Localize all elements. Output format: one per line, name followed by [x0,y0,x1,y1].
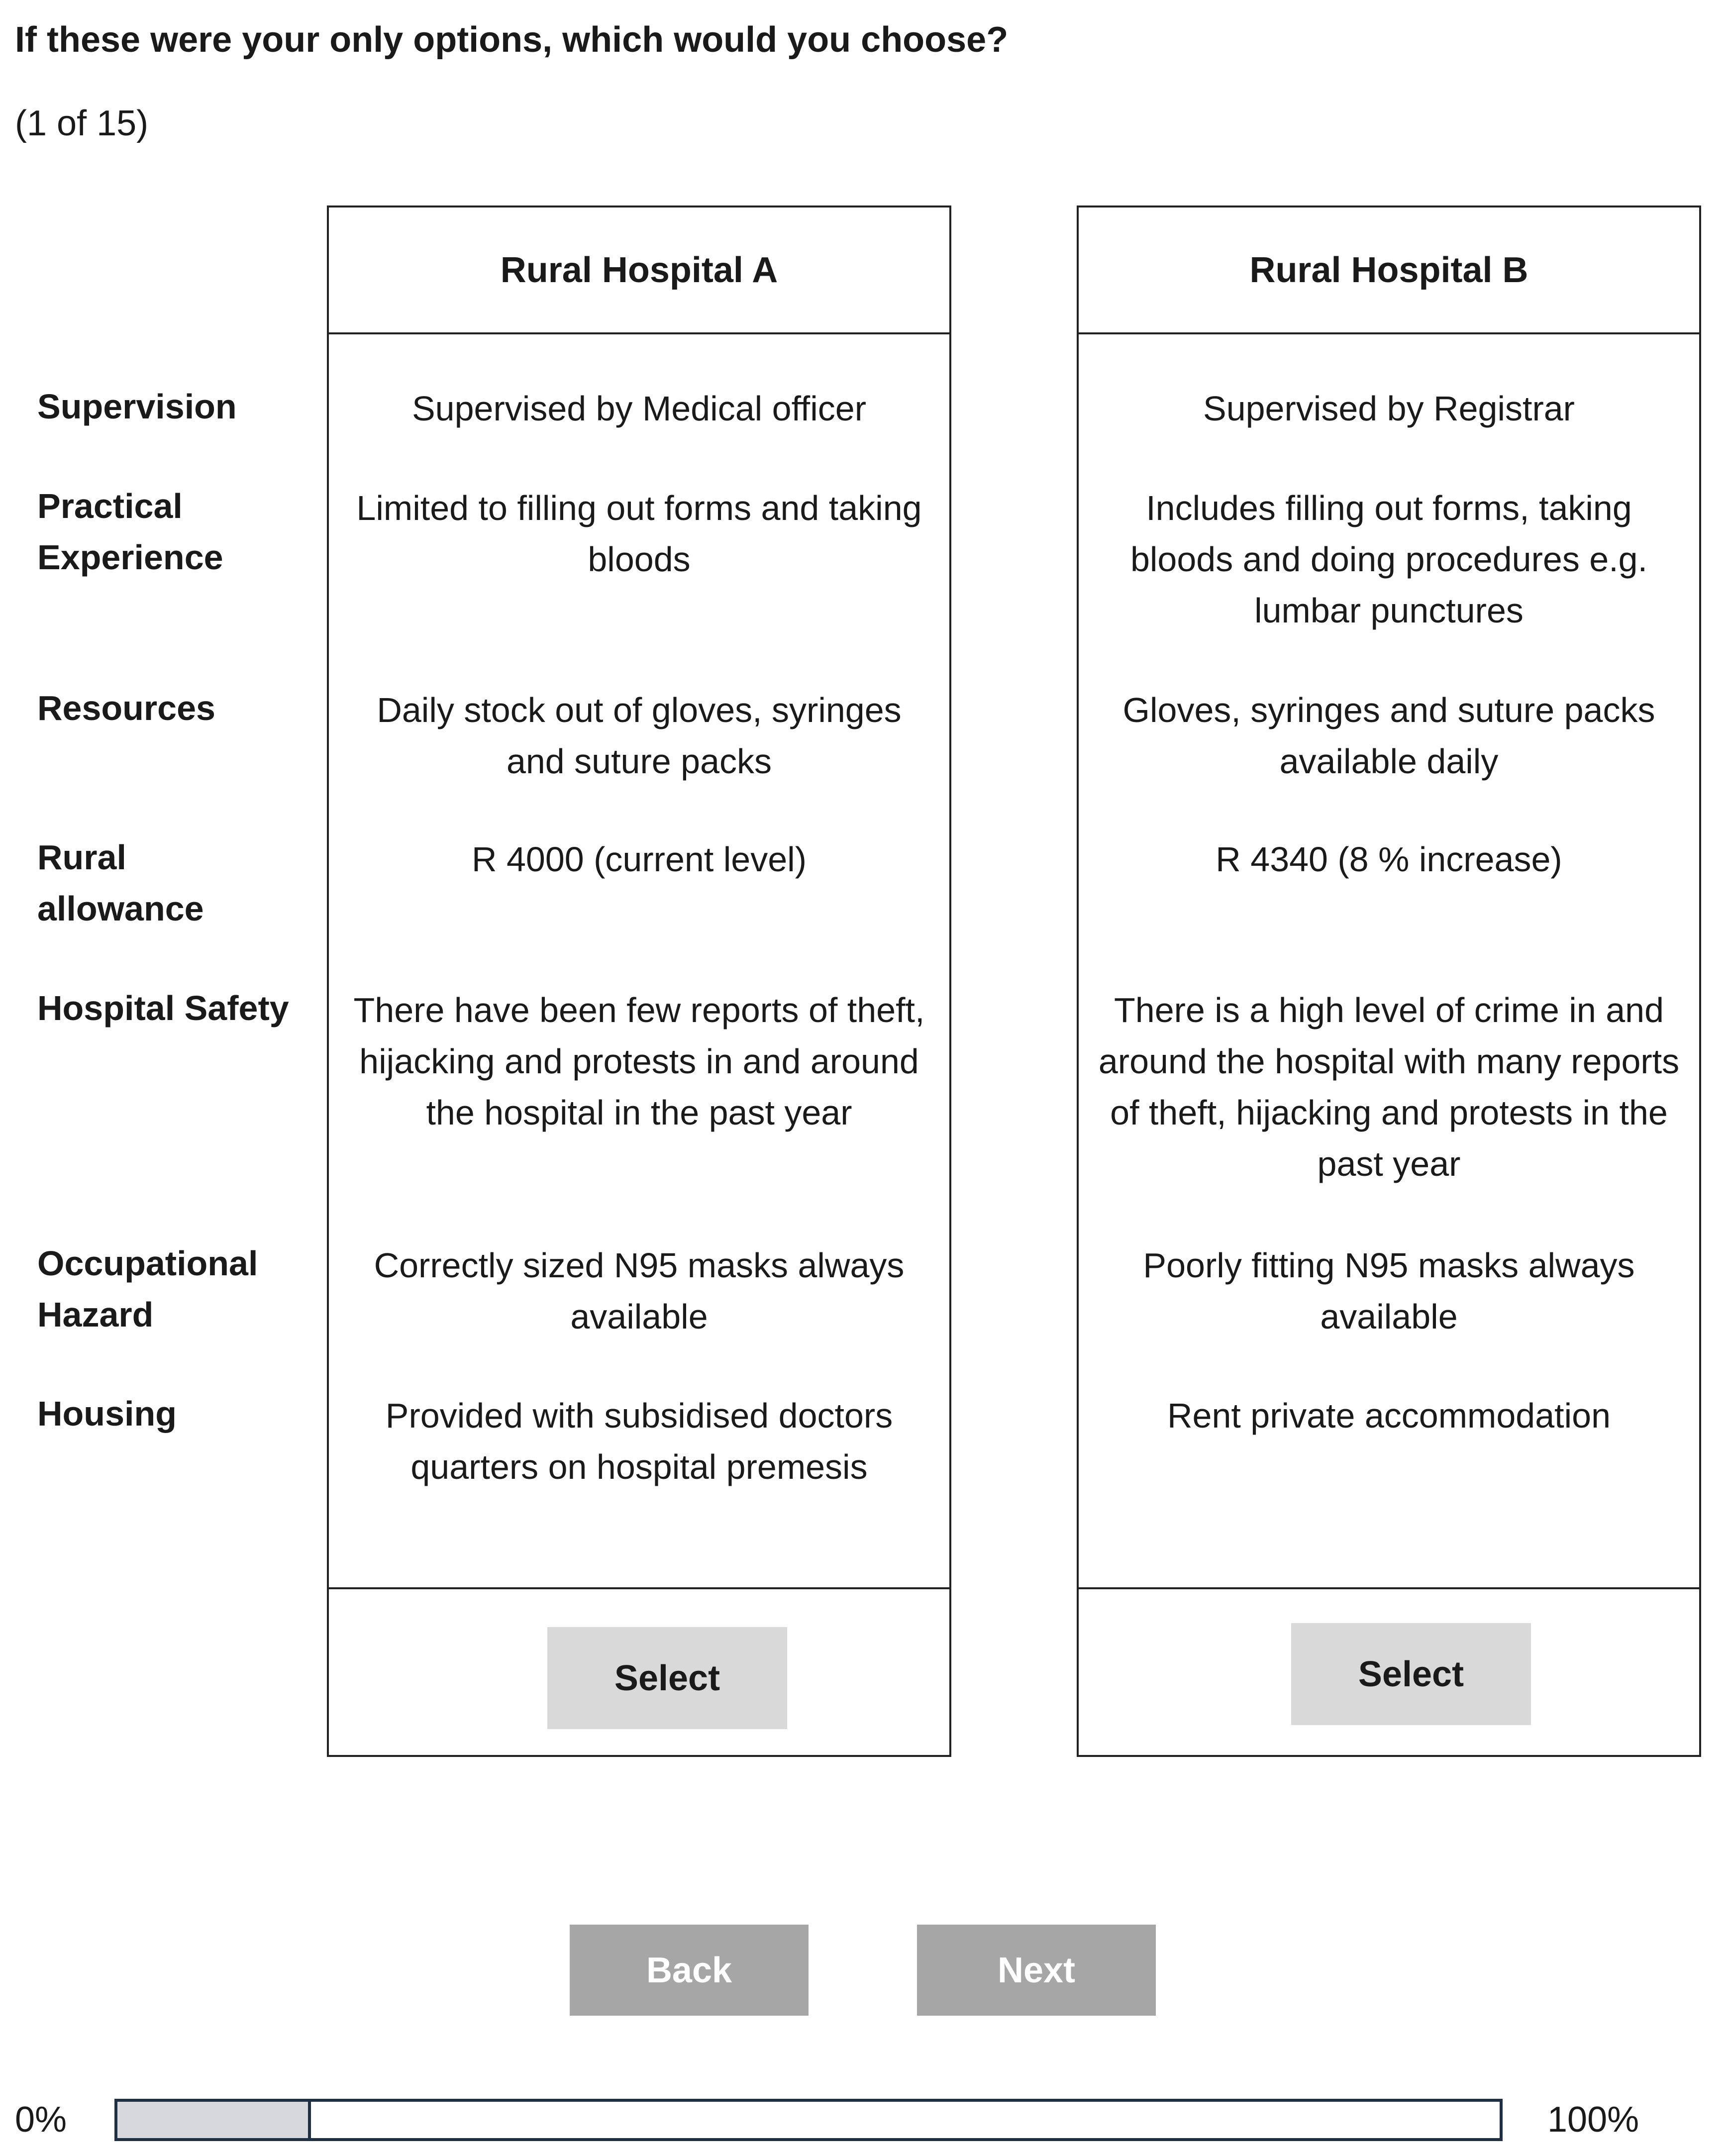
option-b-supervision: Supervised by Registrar [1203,389,1575,428]
option-b-occupational-hazard: Poorly fitting N95 masks always available [1143,1246,1635,1336]
option-card-b [1077,205,1701,1757]
attribute-label-practical-experience: Practical Experience [37,487,223,577]
question-counter: (1 of 15) [15,103,149,143]
select-option-b-button[interactable]: Select [1291,1623,1531,1725]
option-b-rural-allowance: R 4340 (8 % increase) [1216,840,1562,879]
option-a-divider [329,1587,949,1589]
option-b-practical-experience: Includes filling out forms, taking bloods and doing procedures e.g. lumbar punctures [1130,489,1648,630]
option-b-resources: Gloves, syringes and suture packs available daily [1122,691,1655,781]
option-a-hospital-safety: There have been few reports of theft, hijacking and protests in and around the hospital in the past year [353,991,925,1132]
option-a-resources: Daily stock out of gloves, syringes and suture packs [377,691,902,781]
option-b-hospital-safety: There is a high level of crime in and around the hospital with many reports of theft, hijacking and protests in the past year [1098,991,1680,1183]
option-a-rural-allowance: R 4000 (current level) [471,840,807,879]
attribute-label-supervision: Supervision [37,387,237,426]
attribute-label-rural-allowance: Rural allowance [37,838,204,928]
option-card-a [327,205,951,1757]
progress-min-label: 0% [15,2100,67,2140]
select-option-a-button[interactable]: Select [547,1627,787,1729]
attribute-label-hospital-safety: Hospital Safety [37,989,289,1027]
progress-bar-fill [117,2102,311,2138]
option-b-title: Rural Hospital B [1079,207,1699,334]
option-a-occupational-hazard: Correctly sized N95 masks always available [374,1246,905,1336]
attribute-label-resources: Resources [37,689,215,727]
next-button[interactable]: Next [917,1925,1156,2016]
option-b-housing: Rent private accommodation [1167,1396,1611,1435]
attribute-label-occupational-hazard: Occupational Hazard [37,1244,258,1334]
back-button[interactable]: Back [570,1925,809,2016]
option-a-practical-experience: Limited to filling out forms and taking bloods [356,489,922,579]
option-a-supervision: Supervised by Medical officer [411,389,867,428]
progress-max-label: 100% [1547,2100,1639,2140]
option-a-title: Rural Hospital A [329,207,949,334]
question-title: If these were your only options, which would you choose? [15,20,1009,60]
progress-bar [114,2099,1503,2141]
option-a-housing: Provided with subsidised doctors quarters on hospital premesis [385,1396,893,1486]
option-b-divider [1079,1587,1699,1589]
attribute-label-housing: Housing [37,1394,177,1433]
